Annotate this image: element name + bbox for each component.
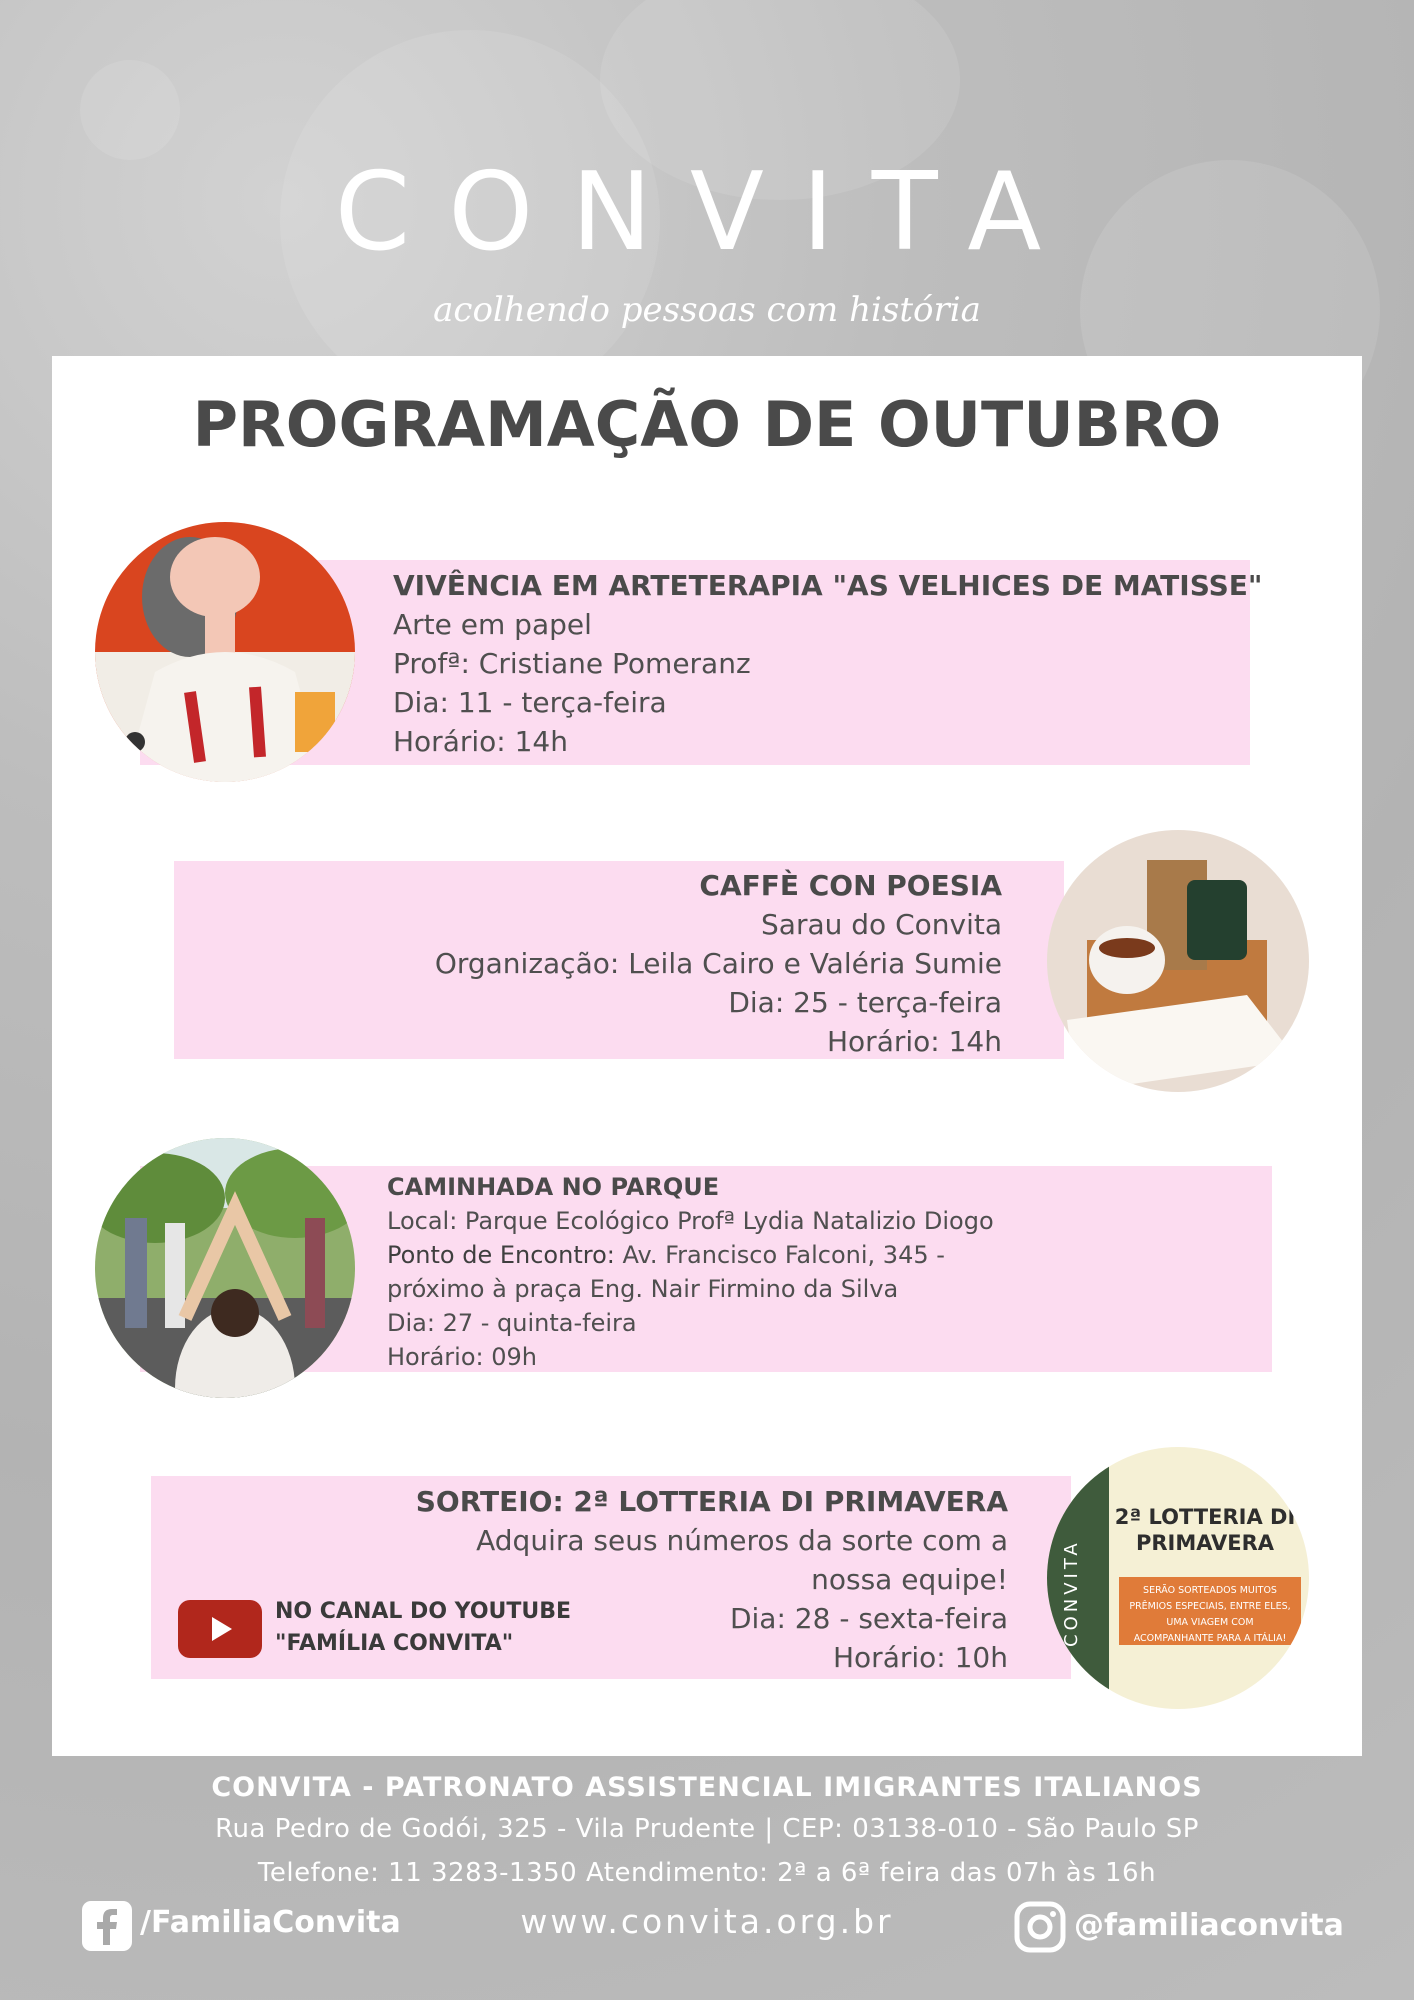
event-line: Horário: 14h: [827, 1025, 1002, 1058]
footer-phone: Telefone: 11 3283-1350 Atendimento: 2ª a 6ª feira das 07h às 16h: [257, 1858, 1157, 1888]
instagram-handle[interactable]: @familiaconvita: [1074, 1908, 1344, 1943]
event-line: Horário: 09h: [387, 1343, 537, 1371]
poster-title: 2ª LOTTERIA DI: [1114, 1505, 1296, 1529]
event-line: nossa equipe!: [811, 1563, 1008, 1596]
event-line: Dia: 28 - sexta-feira: [729, 1602, 1008, 1635]
event-title: SORTEIO: 2ª LOTTERIA DI PRIMAVERA: [415, 1485, 1008, 1518]
event-line: [387, 1238, 994, 1272]
event-line: Dia: 11 - terça-feira: [393, 686, 667, 719]
event-line: Organização: Leila Cairo e Valéria Sumie: [434, 947, 1002, 980]
bokeh-decoration: [80, 60, 180, 160]
instagram-icon[interactable]: [1014, 1901, 1066, 1953]
event-title: CAMINHADA NO PARQUE: [387, 1173, 720, 1201]
poster-text: UMA VIAGEM COM: [1166, 1617, 1254, 1628]
event-caminhada-text: [387, 1170, 994, 1374]
event-line: Arte em papel: [393, 608, 592, 641]
youtube-line: NO CANAL DO YOUTUBE: [275, 1599, 572, 1624]
youtube-line: "FAMÍLIA CONVITA": [275, 1631, 514, 1656]
poster-side-text: CONVITA: [1061, 1539, 1082, 1647]
event-line: Adquira seus números da sorte com a: [476, 1524, 1008, 1557]
brand-tagline: acolhendo pessoas com história: [433, 290, 981, 330]
youtube-icon[interactable]: [178, 1600, 262, 1658]
poster-text: PRÊMIOS ESPECIAIS, ENTRE ELES,: [1129, 1601, 1291, 1612]
meeting-label: Ponto de Encontro:: [387, 1241, 615, 1269]
event-line: Dia: 25 - terça-feira: [728, 986, 1002, 1019]
event-line: Dia: 27 - quinta-feira: [387, 1309, 637, 1337]
event-line: Horário: 10h: [833, 1641, 1008, 1674]
matisse-painting-image: [95, 522, 355, 782]
footer-address: Rua Pedro de Godói, 325 - Vila Prudente | CEP: 03138-010 - São Paulo SP: [215, 1814, 1199, 1844]
event-line: Horário: 14h: [393, 725, 568, 758]
event-title: VIVÊNCIA EM ARTETERAPIA "AS VELHICES DE MATISSE": [393, 569, 1263, 602]
event-caffe-text: [300, 866, 1002, 1061]
footer-org: CONVITA - PATRONATO ASSISTENCIAL IMIGRANTES ITALIANOS: [211, 1772, 1203, 1803]
brand-logo: CONVITA: [334, 150, 1080, 275]
poster-text: SERÃO SORTEADOS MUITOS: [1143, 1585, 1277, 1596]
page-title: PROGRAMAÇÃO DE OUTUBRO: [192, 388, 1222, 461]
event-line: Sarau do Convita: [761, 908, 1002, 941]
event-title: CAFFÈ CON POESIA: [699, 869, 1002, 902]
poster-title: PRIMAVERA: [1135, 1531, 1275, 1555]
coffee-book-image: [1047, 830, 1309, 1092]
event-line: Local: Parque Ecológico Profª Lydia Natalizio Diogo: [387, 1207, 994, 1235]
park-walk-photo: [95, 1138, 355, 1398]
lotteria-poster-image: [1047, 1447, 1309, 1709]
event-line: Profª: Cristiane Pomeranz: [393, 647, 751, 680]
meeting-value: Av. Francisco Falconi, 345 -: [614, 1241, 945, 1269]
poster-text: ACOMPANHANTE PARA A ITÁLIA!: [1133, 1633, 1287, 1644]
event-arteterapia-text: [393, 566, 1263, 761]
event-line: próximo à praça Eng. Nair Firmino da Silva: [387, 1275, 899, 1303]
youtube-channel-text: [275, 1596, 571, 1660]
facebook-handle[interactable]: /FamiliaConvita: [140, 1905, 401, 1940]
website-link[interactable]: www.convita.org.br: [520, 1902, 894, 1941]
